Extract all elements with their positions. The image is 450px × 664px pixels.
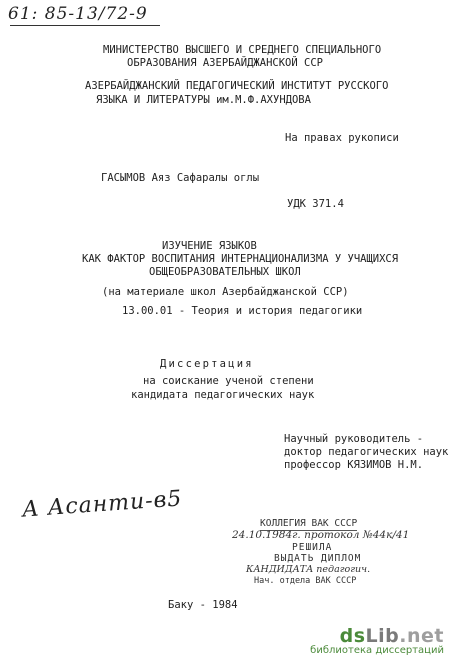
- dslib-watermark: [310, 625, 444, 656]
- supervisor-line-2: доктор педагогических наук: [284, 446, 449, 458]
- title-line-1: ИЗУЧЕНИЕ ЯЗЫКОВ: [162, 240, 257, 252]
- watermark-caption: библиотека диссертаций: [310, 645, 444, 656]
- stamp-line-5: КАНДИДАТА педагогич.: [246, 564, 371, 575]
- title-line-2: КАК ФАКТОР ВОСПИТАНИЯ ИНТЕРНАЦИОНАЛИЗМА У УЧАЩИХСЯ: [82, 253, 399, 265]
- udk-code: УДК 371.4: [287, 198, 344, 210]
- supervisor-line-3: профессор КЯЗИМОВ Н.М.: [284, 459, 424, 471]
- vak-approval-stamp: [232, 518, 410, 586]
- degree-line-1: на соискание ученой степени: [143, 375, 314, 387]
- handwritten-signature: А Асанти-в5: [21, 486, 184, 523]
- degree-line-2: кандидата педагогических наук: [131, 389, 315, 401]
- institute-line-1: АЗЕРБАЙДЖАНСКИЙ ПЕДАГОГИЧЕСКИЙ ИНСТИТУТ РУССКОГО: [85, 80, 389, 92]
- handwritten-code: 61: 85-13/72-9: [8, 4, 148, 24]
- institute-line-2: ЯЗЫКА И ЛИТЕРАТУРЫ им.М.Ф.АХУНДОВА: [96, 94, 311, 106]
- stamp-line-4: ВЫДАТЬ ДИПЛОМ: [274, 553, 362, 564]
- stamp-line-3: РЕШИЛА: [292, 542, 333, 553]
- ministry-line-2: ОБРАЗОВАНИЯ АЗЕРБАЙДЖАНСКОЙ ССР: [127, 57, 323, 69]
- city-year: Баку - 1984: [168, 599, 238, 611]
- stamp-line-2: 24.10.1984г. протокол №44к/41: [232, 529, 410, 541]
- author-name: ГАСЫМОВ Аяз Сафаралы оглы: [101, 172, 260, 184]
- title-line-3: ОБЩЕОБРАЗОВАТЕЛЬНЫХ ШКОЛ: [149, 266, 301, 278]
- ministry-line-1: МИНИСТЕРСТВО ВЫСШЕГО И СРЕДНЕГО СПЕЦИАЛЬНОГО: [103, 44, 382, 56]
- dissertation-label: Диссертация: [160, 358, 254, 370]
- supervisor-line-1: Научный руководитель -: [284, 433, 424, 445]
- watermark-logo: dsLib.net: [339, 625, 444, 647]
- rights-note: На правах рукописи: [285, 132, 399, 144]
- stamp-line-1: КОЛЛЕГИЯ ВАК СССР: [260, 518, 358, 529]
- stamp-line-6: Нач. отдела ВАК СССР: [254, 576, 357, 586]
- specialty: 13.00.01 - Теория и история педагогики: [122, 305, 363, 317]
- handwritten-code-underline: [10, 25, 160, 26]
- subtitle: (на материале школ Азербайджанской ССР): [102, 286, 349, 298]
